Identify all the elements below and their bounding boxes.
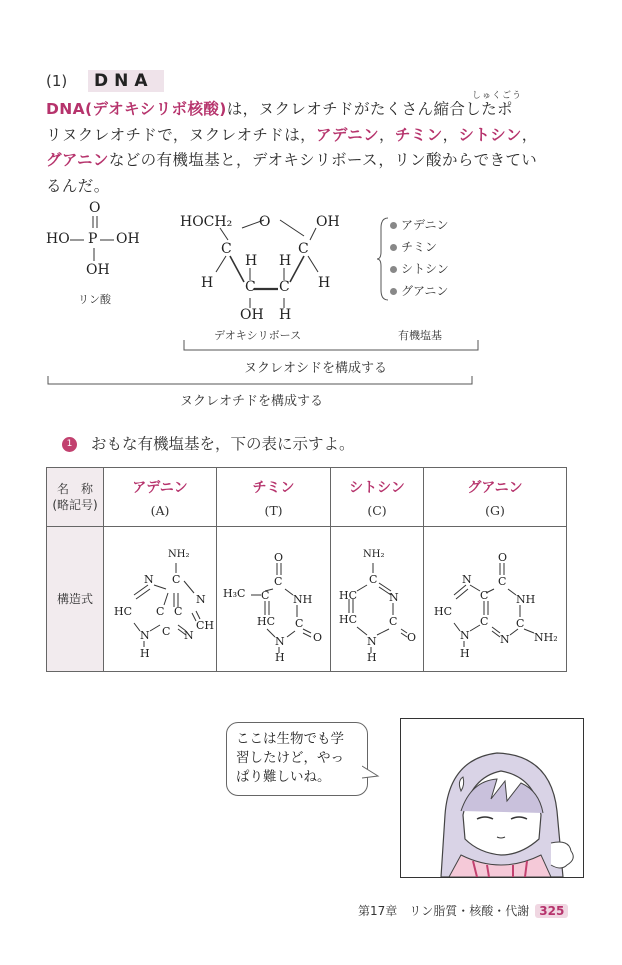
chapter-title: 第17章 リン脂質・核酸・代謝 <box>358 904 530 918</box>
note-line <box>62 432 355 454</box>
text: などの有機塩基と，デオキシリボース，リン酸からできてい <box>108 151 538 169</box>
term-thymine: チミン <box>394 125 443 144</box>
sugar-c4: C <box>221 241 232 257</box>
deoxyribose-label: デオキシリボース <box>214 329 302 342</box>
phosphate-p: P <box>88 231 98 247</box>
note-marker: 1 <box>62 437 77 452</box>
sugar-c2: C <box>279 279 290 295</box>
col-guanine: グアニン (G) <box>424 468 567 527</box>
sugar-oh-top: OH <box>316 214 340 230</box>
bullet-icon <box>390 222 397 229</box>
cytosine-structure: NH₂ C HC N HC C O N H <box>331 527 424 672</box>
girl-character-icon <box>401 719 583 877</box>
term-dna: DNA(デオキシリボ核酸) <box>46 100 227 118</box>
adenine-structure: NH₂ N C N HC C C CH N C N H <box>104 527 217 672</box>
organic-base-label: 有機塩基 <box>398 329 442 342</box>
base-table <box>46 467 567 672</box>
header-name: 名 称 <box>56 482 93 496</box>
section-title: DNA <box>88 70 164 92</box>
character-illustration <box>400 718 584 878</box>
header-abbrev: (略記号) <box>52 498 98 512</box>
text: リヌクレオチドで，ヌクレオチドは， <box>46 125 316 144</box>
phosphate-ho: HO <box>46 231 70 247</box>
para-line-2 <box>46 123 576 149</box>
list-item: シトシン <box>390 258 449 280</box>
col-adenine: アデニン (A) <box>104 468 217 527</box>
phosphate-oh-right: OH <box>116 231 140 247</box>
para-line-4 <box>46 174 576 200</box>
phosphate-label: リン酸 <box>78 293 111 306</box>
organic-base-list <box>390 214 449 302</box>
sugar-c3: C <box>245 279 256 295</box>
bullet-icon <box>390 266 397 273</box>
note-text: おもな有機塩基を，下の表に示すよ。 <box>91 435 355 453</box>
intro-paragraph <box>46 97 576 199</box>
term-cytosine: シトシン <box>458 125 522 144</box>
para-line-1 <box>46 97 576 123</box>
term-adenine: アデニン <box>316 125 379 144</box>
guanine-structure: O N C C NH HC C C N N NH₂ H <box>424 527 567 672</box>
sugar-c1: C <box>298 241 309 257</box>
thymine-structure: O C H₃C C NH HC C O N H <box>217 527 331 672</box>
phosphate-double-bond <box>88 215 102 229</box>
section-number: (1) <box>46 72 68 90</box>
text: ， <box>521 125 538 144</box>
phosphate-o: O <box>89 200 101 216</box>
list-item: アデニン <box>390 214 449 236</box>
bullet-icon <box>390 288 397 295</box>
row-label-structure: 構造式 <box>47 527 104 672</box>
sugar-oh-bottom: OH <box>240 307 264 323</box>
list-item: チミン <box>390 236 449 258</box>
guanine-bonds <box>424 527 566 671</box>
page-footer <box>358 902 568 919</box>
bullet-icon <box>390 244 397 251</box>
sugar-h-left: H <box>201 275 214 291</box>
furigana: しゅくごう <box>472 91 523 101</box>
section-heading <box>46 70 164 92</box>
speech-bubble-tail <box>362 764 382 784</box>
para-line-3 <box>46 148 576 174</box>
text: は，ヌクレオチドがたくさん縮合したポ <box>226 100 513 118</box>
nucleoside-label: ヌクレオシドを構成する <box>244 361 388 376</box>
text: ， <box>378 125 395 144</box>
base-list-brace <box>376 216 390 302</box>
sugar-h-bottom: H <box>279 307 292 323</box>
term-guanine: グアニン <box>46 151 109 169</box>
col-thymine: チミン (T) <box>217 468 331 527</box>
sugar-ring-o: O <box>259 214 271 230</box>
phosphate-bond-down <box>92 248 96 262</box>
header-name-cell <box>47 468 104 527</box>
text: ， <box>442 125 459 144</box>
speech-text: ここは生物でも学 習したけど，やっ ぱり難しいね。 <box>236 731 344 785</box>
phosphate-oh-bottom: OH <box>86 262 110 278</box>
sugar-h2: H <box>279 253 292 269</box>
sugar-h3: H <box>245 253 258 269</box>
sugar-h-right: H <box>318 275 331 291</box>
text: るんだ。 <box>46 176 110 195</box>
sugar-hoch2: HOCH₂ <box>180 214 233 230</box>
nucleotide-label: ヌクレオチドを構成する <box>180 394 324 409</box>
page-number: 325 <box>535 904 568 918</box>
col-cytosine: シトシン (C) <box>331 468 424 527</box>
list-item: グアニン <box>390 280 449 302</box>
